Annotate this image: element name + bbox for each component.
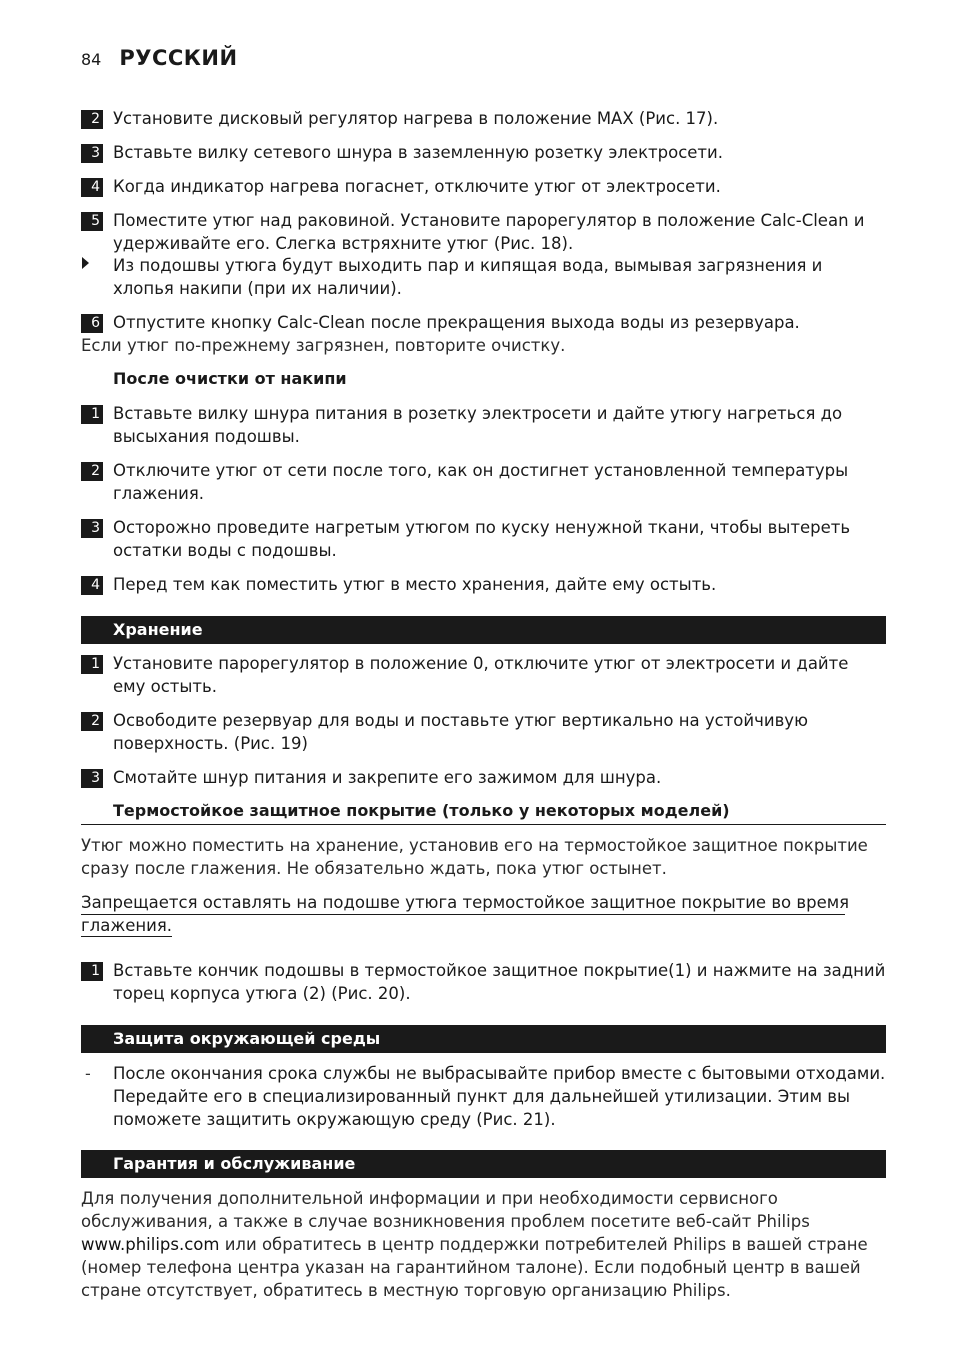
step-number: 2 xyxy=(81,110,103,129)
step-number: 1 xyxy=(81,405,103,424)
step-text: Вставьте вилку шнура питания в розетку электросети и дайте утюгу нагреться до высыхания подошвы. xyxy=(113,404,843,446)
step-number: 2 xyxy=(81,712,103,731)
storage-section-title: Хранение xyxy=(81,616,886,644)
step-number: 4 xyxy=(81,576,103,595)
after-step-2 xyxy=(81,459,886,505)
after-heading: После очистки от накипи xyxy=(113,369,347,388)
step-number: 1 xyxy=(81,655,103,674)
step-text: Поместите утюг над раковиной. Установите парорегулятор в положение Calc-Clean и удерживайте его. Слегка встряхните утюг (Рис. 18). xyxy=(113,211,865,253)
decalc-step-6 xyxy=(81,311,886,334)
result-text: Из подошвы утюга будут выходить пар и кипящая вода, вымывая загрязнения и хлопья накипи (при их наличии). xyxy=(113,256,823,298)
step-text: Освободите резервуар для воды и поставьте утюг вертикально на устойчивую поверхность. (Рис. 19) xyxy=(113,711,808,753)
step-text: Вставьте вилку сетевого шнура в заземленную розетку электросети. xyxy=(113,143,724,162)
environment-text: После окончания срока службы не выбрасывайте прибор вместе с бытовыми отходами. Передайте его в специализированный пункт для дальнейшей утилизации. Этим вы поможете защитить окружающую среду (Рис. 21). xyxy=(113,1064,886,1129)
storage-step-3 xyxy=(81,766,886,789)
storage-step-1 xyxy=(81,652,886,698)
after-step-3 xyxy=(81,516,886,562)
decalc-result xyxy=(81,254,886,300)
step-text: Перед тем как поместить утюг в место хранения, дайте ему остыть. xyxy=(113,575,717,594)
warning-line-1: Запрещается оставлять на подошве утюга термостойкое защитное покрытие во время xyxy=(81,893,850,912)
step-text: Отпустите кнопку Calc-Clean после прекращения выхода воды из резервуара. xyxy=(113,313,800,332)
environment-item xyxy=(81,1062,886,1131)
dash-bullet: - xyxy=(85,1064,91,1083)
philips-website-link[interactable]: www.philips.com xyxy=(81,1235,220,1254)
page-number: 84 xyxy=(81,50,102,69)
guarantee-section-title: Гарантия и обслуживание xyxy=(81,1150,886,1178)
step-text: Установите парорегулятор в положение 0, отключите утюг от электросети и дайте ему остыть. xyxy=(113,654,849,696)
decalc-step-5 xyxy=(81,209,886,255)
triangle-right-icon xyxy=(81,256,90,274)
step-text: Осторожно проведите нагретым утюгом по куску ненужной ткани, чтобы вытереть остатки воды с подошвы. xyxy=(113,518,851,560)
environment-section-title: Защита окружающей среды xyxy=(81,1025,886,1053)
step-text: Вставьте кончик подошвы в термостойкое защитное покрытие(1) и нажмите на задний торец корпуса утюга (2) (Рис. 20). xyxy=(113,961,886,1003)
repeat-note: Если утюг по-прежнему загрязнен, повторите очистку. xyxy=(81,336,566,355)
heat-cover-intro: Утюг можно поместить на хранение, установив его на термостойкое защитное покрытие сразу после глажения. Не обязательно ждать, пока утюг остынет. xyxy=(81,836,868,878)
after-step-4 xyxy=(81,573,886,596)
after-step-1 xyxy=(81,402,886,448)
step-text: Отключите утюг от сети после того, как он достигнет установленной температуры глажения. xyxy=(113,461,849,503)
page-header xyxy=(81,46,238,70)
language-title: РУССКИЙ xyxy=(119,46,238,70)
step-number: 5 xyxy=(81,212,103,231)
step-number: 2 xyxy=(81,462,103,481)
guarantee-text-start: Для получения дополнительной информации и при необходимости сервисного обслуживания, а также в случае возникновения проблем посетите веб-сайт Philips xyxy=(81,1189,810,1231)
decalc-step-4 xyxy=(81,175,886,198)
decalc-step-2 xyxy=(81,107,886,130)
step-text: Установите дисковый регулятор нагрева в положение MAX (Рис. 17). xyxy=(113,109,719,128)
guarantee-text-end: или обратитесь в центр поддержки потребителей Philips в вашей стране (номер телефона центра указан на гарантийном талоне). Если подобный центр в вашей стране отсутствует, обратитесь в местную торговую организацию Philips. xyxy=(81,1235,868,1300)
step-number: 3 xyxy=(81,144,103,163)
step-number: 3 xyxy=(81,519,103,538)
heat-cover-title: Термостойкое защитное покрытие (только у некоторых моделей) xyxy=(81,799,886,825)
guarantee-text xyxy=(81,1187,889,1302)
warning-underline xyxy=(81,914,845,915)
decalc-step-3 xyxy=(81,141,886,164)
step-number: 3 xyxy=(81,769,103,788)
heat-cover-step-1 xyxy=(81,959,886,1005)
step-number: 4 xyxy=(81,178,103,197)
step-text: Когда индикатор нагрева погаснет, отключите утюг от электросети. xyxy=(113,177,721,196)
storage-step-2 xyxy=(81,709,886,755)
step-text: Смотайте шнур питания и закрепите его зажимом для шнура. xyxy=(113,768,662,787)
step-number: 6 xyxy=(81,314,103,333)
warning-line-2: глажения. xyxy=(81,916,173,935)
step-number: 1 xyxy=(81,962,103,981)
